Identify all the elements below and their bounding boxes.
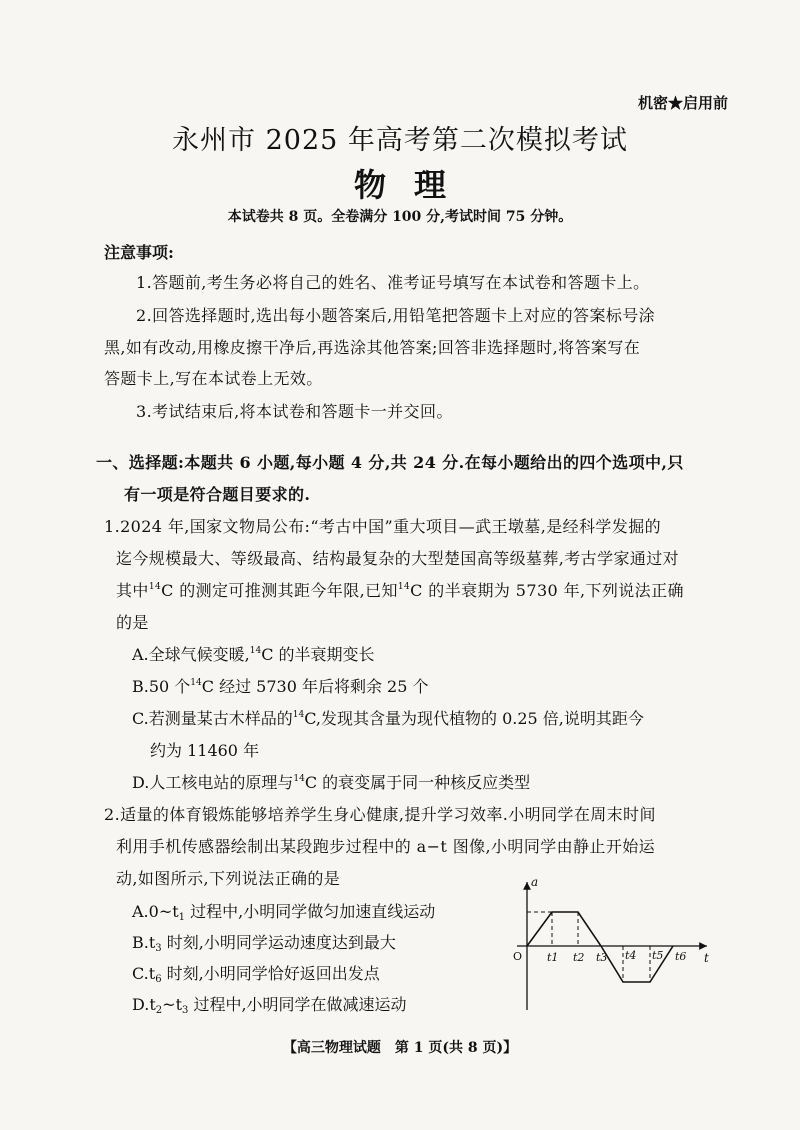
tick-label-t1: t1 [547,951,559,964]
confidential-label: 机密★启用前 [637,94,728,112]
exam-info: 本试卷共 8 页。全卷满分 100 分,考试时间 75 分钟。 [227,209,573,225]
note-item-1: 1.答题前,考生务必将自己的姓名、准考证号填写在本试卷和答题卡上。 [136,273,650,292]
subject-title: 物理 [353,166,474,204]
acceleration-curve [527,912,673,982]
q2-stem-line-2: 利用手机传感器绘制出某段跑步过程中的 a−t 图像,小明同学由静止开始运 [116,837,656,856]
y-axis-label: a [531,875,539,889]
exam-title: 永州市 2025 年高考第二次模拟考试 [172,125,628,156]
q1-option-c-line-2: 约为 11460 年 [150,741,260,760]
q1-option-a: A.全球气候变暖,$^{14}$C 的半衰期变长 [132,645,375,664]
q1-stem-line-1: 1.2024 年,国家文物局公布:“考古中国”重大项目—武王墩墓,是经科学发掘的 [104,517,661,536]
q1-stem-line-2: 迄今规模最大、等级最高、结构最复杂的大型楚国高等级墓葬,考古学家通过对 [116,549,680,568]
page-footer: 【高三物理试题 第 1 页(共 8 页)】 [282,1040,518,1056]
q2-option-c: $C.t_6$ 时刻,小明同学恰好返回出发点 [132,964,380,985]
q2-option-b: $B.t_3$ 时刻,小明同学运动速度达到最大 [132,933,396,954]
notes-heading: 注意事项: [104,243,174,262]
q2-option-d: $D.t_2\sim t_3$ 过程中,小明同学在做减速运动 [132,995,407,1016]
origin-label: O [513,950,523,963]
tick-label-t6: t6 [675,950,687,963]
tick-label-t5: t5 [652,949,664,962]
q1-stem-line-3: 其中$^{14}$C 的测定可推测其距今年限,已知$^{14}$C 的半衰期为 5730 年,下列说法正确 [116,581,684,600]
note-item-2-line-2: 黑,如有改动,用橡皮擦干净后,再选涂其他答案;回答非选择题时,将答案写在 [104,338,641,357]
x-axis-label: t [704,951,709,965]
q1-option-b: B.50 个$^{14}$C 经过 5730 年后将剩余 25 个 [132,677,429,696]
tick-label-t3: t3 [596,951,608,964]
q1-stem-line-4: 的是 [116,613,149,632]
q1-option-d: D.人工核电站的原理与$^{14}$C 的衰变属于同一种核反应类型 [132,773,531,792]
acceleration-time-graph [505,870,715,1020]
q2-option-a: $A.0\sim t_1$ 过程中,小明同学做匀加速直线运动 [132,902,436,923]
section-heading-line-2: 有一项是符合题目要求的. [124,485,311,504]
note-item-2-line-3: 答题卡上,写在本试卷上无效。 [104,369,323,388]
section-heading-line-1: 一、选择题:本题共 6 小题,每小题 4 分,共 24 分.在每小题给出的四个选项中,只 [96,453,684,472]
tick-label-t2: t2 [573,951,585,964]
note-item-3: 3.考试结束后,将本试卷和答题卡一并交回。 [136,402,453,421]
q2-stem-line-3: 动,如图所示,下列说法正确的是 [116,869,341,888]
tick-label-t4: t4 [625,949,637,962]
q1-option-c: C.若测量某古木样品的$^{14}$C,发现其含量为现代植物的 0.25 倍,说明其距今 [132,709,644,728]
note-item-2-line-1: 2.回答选择题时,选出每小题答案后,用铅笔把答题卡上对应的答案标号涂 [136,306,656,325]
q2-stem-line-1: 2.适量的体育锻炼能够培养学生身心健康,提升学习效率.小明同学在周末时间 [104,805,656,824]
